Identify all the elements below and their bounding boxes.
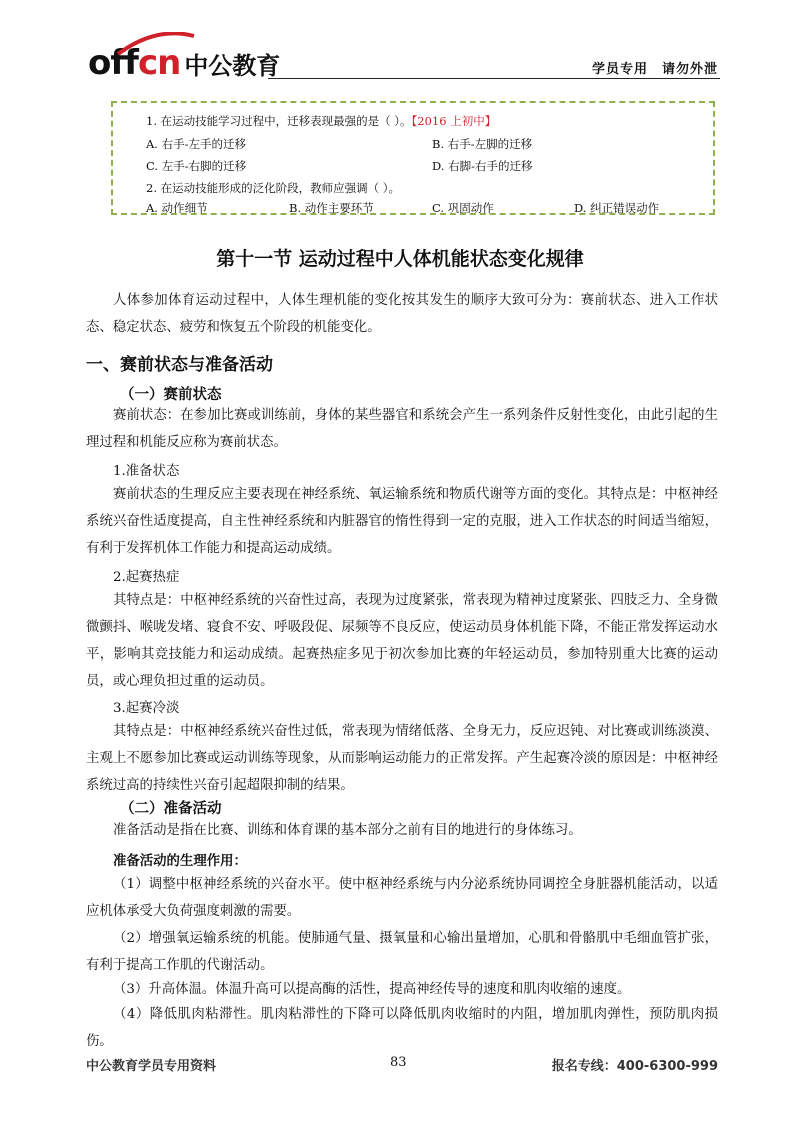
header-notice-1: 学员专用 — [591, 62, 648, 77]
page-number: 83 — [390, 1055, 407, 1070]
section-title: 第十一节 运动过程中人体机能状态变化规律 — [216, 248, 584, 270]
header-notice — [592, 58, 718, 77]
quiz-q2-option-c: C. 巩固动作 — [432, 201, 494, 215]
warmup-effect-2: （2）增强氧运输系统的机能。使肺通气量、摄氧量和心输出量增加，心肌和骨骼肌中毛细血管扩张，有利于提高工作肌的代谢活动。 — [86, 931, 718, 973]
quiz-q1-option-d: D. 右脚-右手的迁移 — [432, 159, 533, 173]
quiz-question-1-tag: 【2016 上初中】 — [411, 114, 497, 128]
quiz-question-1: 1. 在运动技能学习过程中，迁移表现最强的是（ ）。【2016 上初中】 — [146, 114, 497, 128]
footer-left: 中公教育学员专用资料 — [86, 1059, 217, 1074]
footer-hotline: 报名专线：400-6300-999 — [551, 1059, 718, 1074]
subsection-start-fever-title: 2.起赛热症 — [113, 570, 180, 585]
logo-chinese: 中公教育 — [184, 52, 281, 80]
warmup-effect-1: （1）调整中枢神经系统的兴奋水平。使中枢神经系统与内分泌系统协同调控全身脏器机能活动，以适应机体承受大负荷强度刺激的需要。 — [86, 877, 718, 919]
subsection-ready-state-text: 赛前状态的生理反应主要表现在神经系统、氧运输系统和物质代谢等方面的变化。其特点是：中枢神经系统兴奋性适度提高，自主性神经系统和内脏器官的惰性得到一定的克服，进入工作状态的时间适当缩短，有利于发挥机体工作能力和提高运动成绩。 — [86, 487, 718, 556]
subsection-start-fever-text: 其特点是：中枢神经系统的兴奋性过高，表现为过度紧张，常表现为精神过度紧张、四肢乏力、全身微微颤抖、喉咙发堵、寝食不安、呼吸段促、尿频等不良反应，使运动员身体机能下降，不能正常发挥运动水平，影响其竞技能力和运动成绩。起赛热症多见于初次参加比赛的年轻运动员，参加特别重大比赛的运动员，或心理负担过重的运动员。 — [86, 593, 718, 689]
header-notice-2: 请勿外泄 — [661, 62, 718, 77]
subsection-start-apathy-title: 3.起赛冷淡 — [113, 701, 180, 716]
quiz-q2-option-b: B. 动作主要环节 — [289, 201, 374, 215]
quiz-q1-option-b: B. 右手-左脚的迁移 — [432, 137, 533, 151]
warmup-effects-title: 准备活动的生理作用： — [113, 854, 247, 869]
subsection-start-apathy-text: 其特点是：中枢神经系统兴奋性过低，常表现为情绪低落、全身无力，反应迟钝、对比赛或训练淡漠、主观上不愿参加比赛或运动训练等现象，从而影响运动能力的正常发挥。产生起赛冷淡的原因是：中枢神经系统过高的持续性兴奋引起超限抑制的结果。 — [86, 724, 718, 793]
pre-state-definition: 赛前状态：在参加比赛或训练前，身体的某些器官和系统会产生一系列条件反射性变化，由此引起的生理过程和机能反应称为赛前状态。 — [86, 408, 718, 450]
subheading-pre-state: （一）赛前状态 — [120, 387, 222, 403]
subsection-ready-state-title: 1.准备状态 — [113, 464, 180, 479]
warmup-effect-3: （3）升高体温。体温升高可以提高酶的活性，提高神经传导的速度和肌肉收缩的速度。 — [113, 982, 631, 997]
logo-latin: offcn — [88, 43, 181, 83]
logo-swoosh-icon — [116, 32, 196, 56]
header-rule — [268, 78, 720, 79]
quiz-q1-option-c: C. 左手-右脚的迁移 — [146, 159, 247, 173]
heading-pre-competition: 一、赛前状态与准备活动 — [86, 355, 273, 375]
warmup-definition: 准备活动是指在比赛、训练和体育课的基本部分之前有目的地进行的身体练习。 — [113, 823, 582, 838]
subheading-warmup: （二）准备活动 — [120, 801, 222, 817]
quiz-box — [111, 101, 715, 215]
quiz-q2-option-d: D. 纠正错误动作 — [574, 201, 660, 215]
quiz-question-2: 2. 在运动技能形成的泛化阶段，教师应强调（ ）。 — [146, 181, 401, 195]
quiz-q2-option-a: A. 动作细节 — [146, 201, 208, 215]
offcn-logo — [88, 38, 281, 83]
quiz-q1-option-a: A. 右手-左手的迁移 — [146, 137, 247, 151]
intro-paragraph: 人体参加体育运动过程中，人体生理机能的变化按其发生的顺序大致可分为：赛前状态、进入工作状态、稳定状态、疲劳和恢复五个阶段的机能变化。 — [86, 293, 718, 335]
warmup-effect-4: （4）降低肌肉粘滞性。肌肉粘滞性的下降可以降低肌肉收缩时的内阻，增加肌肉弹性，预防肌肉损伤。 — [86, 1007, 718, 1049]
